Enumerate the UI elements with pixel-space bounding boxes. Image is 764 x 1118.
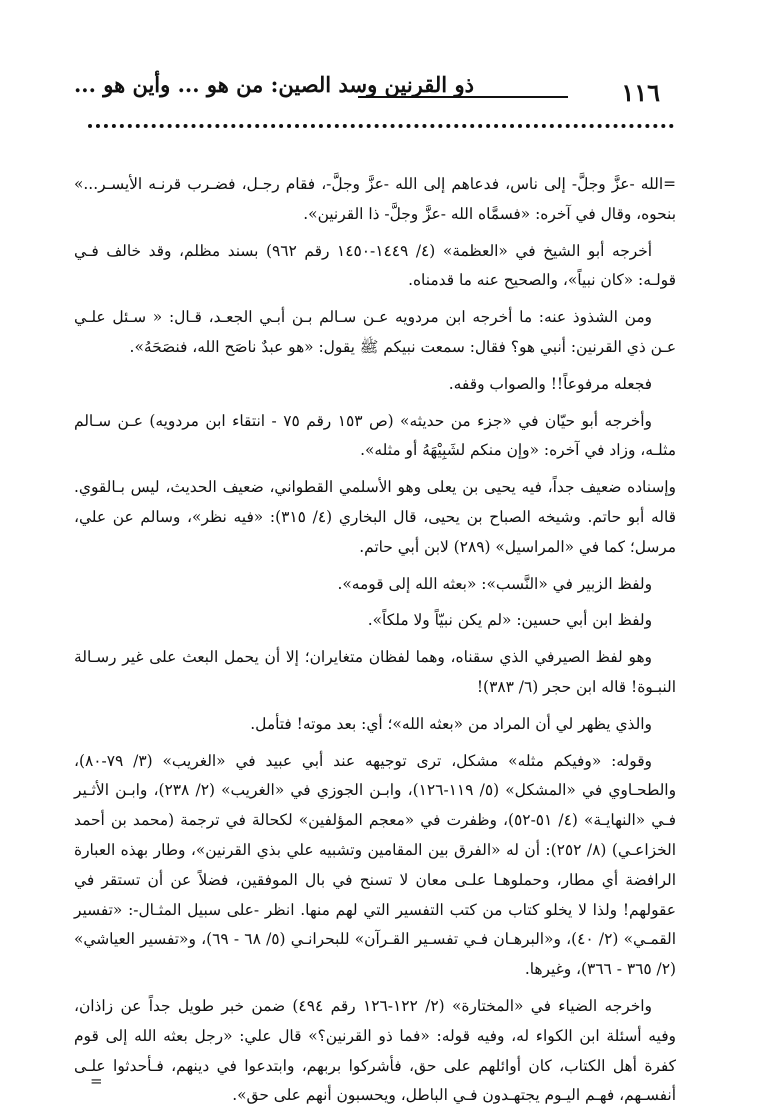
paragraph: والذي يظهر لي أن المراد من «بعثه الله»؛ أي: بعد موته! فتأمل. (250, 714, 652, 733)
paragraph: =الله -عزَّ وجلَّ- إلى ناس، فدعاهم إلى الله -عزَّ وجلَّ-، فقام رجـل، فضـرب قرنـه الأيسـر...» بنحوه، وقال في آخره: «فسمَّاه الله -عزَّ وجلَّ- ذا القرنين». (74, 175, 676, 223)
paragraph: وإسناده ضعيف جداً، فيه يحيى بن يعلى وهو الأسلمي القطواني، ضعيف الحديث، ليس بـالقوي. قاله أبو حاتم. وشيخه الصباح بن يحيى، قال البخاري (٤/ ٣١٥): «فيه نظر»، وسالم عن علي، مرسل؛ كما في «المراسيل» (٢٨٩) لابن أبي حاتم. (74, 478, 677, 556)
page-number: ١١٦ (621, 78, 660, 107)
paragraph: وقوله: «وفيكم مثله» مشكل، ترى توجيهه عند أبي عبيد في «الغريب» (٣/ ٧٩-٨٠)، والطحـاوي في «المشكل» (٥/ ١١٩-١٢٦)، وابـن الجوزي في «الغريب» (٢/ ٢٣٨)، وابـن الأثـير فـي «النهايـة» (٤/ ٥١-٥٢)، وظفرت في «معجم المؤلفين» لكحالة في ترجمة (محمد بن أحمد الخزاعـي) (٨/ ٢٥٢): أن له «الفرق بين المقامين وتشبيه علي بذي القرنين»، وطار بهذه العبارة الرافضة أي مطار، وحملوهـا علـى معان لا تسنح في بال الموفقين، فضلاً عن أن تستقر في عقولهم! ولذا لا يخلو كتاب من كتب التفسير التي لهم منها. انظر -على سبيل المثـال-: «تفسير القمـي» (٢/ ٤٠)، و«البرهـان فـي تفسـير القـرآن» للبحرانـي (٥/ ٦٨ - ٦٩)، و«تفسير العياشي» (٢/ ٣٦٥ - ٣٦٦)، وغيرها. (74, 751, 677, 979)
page-header (74, 72, 660, 112)
continuation-mark: = (90, 1072, 103, 1090)
running-title: ذو القرنين وسد الصين: من هو ... وأين هو ... (74, 72, 474, 97)
footnote-separator (88, 124, 674, 128)
paragraph: أخرجه أبو الشيخ في «العظمة» (٤/ ١٤٤٩-١٤٥٠ رقم ٩٦٢) بسند مظلم، وقد خالف فـي قولـه: «كان نبياً»، والصحيح عنه ما قدمناه. (74, 241, 676, 290)
paragraph: وهو لفظ الصيرفي الذي سقناه، وهما لفظان متغايران؛ إلا أن يحمل البعث على غير رسـالة النبـوة! قاله ابن حجر (٦/ ٣٨٣)! (74, 648, 676, 696)
paragraph: فجعله مرفوعاً!! والصواب وقفه. (448, 374, 652, 393)
paragraph: ولفظ الزبير في «النَّسب»: «بعثه الله إلى قومه». (337, 574, 652, 593)
paragraph: واخرجه الضياء في «المختارة» (٢/ ١٢٢-١٢٦ رقم ٤٩٤) ضمن خبر طويل جداً عن زاذان، وفيه أسئلة ابن الكواء له، وفيه قوله: «فما ذو القرنين؟» قال علي: «رجل بعثه الله إلى قوم كفرة أهل الكتاب، كان أوائلهم على حق، فأشركوا بربهم، وابتدعوا في دينهم، فـأحدثوا علـى أنفسـهم، فهـم اليـوم يجتهـدون فـي الباطل، ويحسبون أنهم على حق». (74, 996, 676, 1105)
paragraph: ولفظ ابن أبي حسين: «لم يكن نبيّاً ولا ملكاً». (367, 611, 652, 630)
paragraph: ومن الشذوذ عنه: ما أخرجه ابن مردويه عـن سـالم بـن أبـي الجعـد، قـال: « سـئل علـي عـن ذي القرنين: أنبي هو؟ فقال: سمعت نبيكم ﷺ يقول: «هو عبدٌ ناصَح الله، فنصَحَهُ». (74, 308, 676, 356)
paragraph: وأخرجه أبو حيّان في «جزء من حديثه» (ص ١٥٣ رقم ٧٥ - انتقاء ابن مردويه) عـن سـالم مثلـه، وزاد في آخره: «وإن منكم لشَبِيْهَهُ أو مثله». (74, 411, 676, 460)
footnote-text (74, 170, 676, 1118)
